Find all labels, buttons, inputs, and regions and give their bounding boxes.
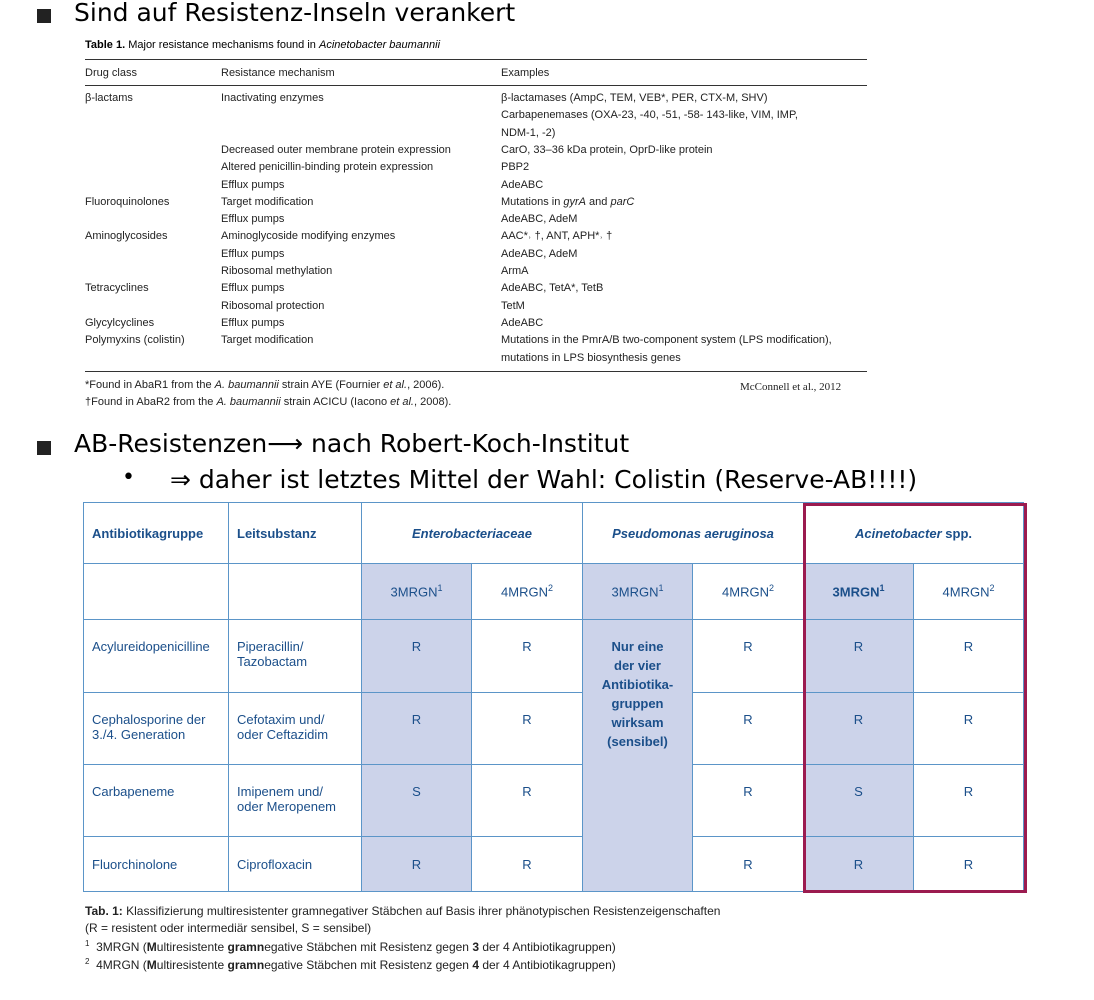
examples-cell: AdeABC bbox=[501, 316, 544, 329]
table1-reference: McConnell et al., 2012 bbox=[740, 381, 842, 393]
mechanism-cell: Ribosomal protection bbox=[221, 299, 325, 312]
pseudo-4mrgn-value: R bbox=[693, 765, 804, 837]
header-pseudomonas: Pseudomonas aeruginosa bbox=[583, 503, 804, 564]
pseudo-4mrgn-header: 4MRGN$^2$ bbox=[693, 564, 804, 620]
table2-footnote-2: $^2$ 4MRGN (Multiresistente gramnegative Stäbchen mit Resistenz gegen 4 der 4 Antibiotikagruppen) bbox=[85, 957, 616, 972]
drug-class-cell: β-lactams bbox=[85, 92, 133, 104]
empty-cell bbox=[84, 564, 229, 620]
acin-3mrgn-value: S bbox=[804, 765, 914, 837]
mechanism-cell: Efflux pumps bbox=[221, 178, 285, 191]
entero-3mrgn-value: R bbox=[362, 620, 472, 693]
entero-4mrgn-value: R bbox=[472, 620, 583, 693]
drug-class-cell: Aminoglycosides bbox=[85, 230, 168, 243]
acin-4mrgn-value: R bbox=[914, 837, 1024, 892]
row-group: Fluorchinolone bbox=[84, 837, 229, 892]
bullet-square-icon bbox=[37, 441, 51, 455]
acin-3mrgn-value: R bbox=[804, 837, 914, 892]
header-enterobacteriaceae: Enterobacteriaceae bbox=[362, 503, 583, 564]
entero-3mrgn-header: 3MRGN$^1$ bbox=[362, 564, 472, 620]
entero-4mrgn-value: R bbox=[472, 837, 583, 892]
examples-cell: CarO, 33–36 kDa protein, OprD-like protein bbox=[501, 143, 713, 156]
examples-cell: mutations in LPS biosynthesis genes bbox=[501, 351, 681, 364]
mechanism-cell: Decreased outer membrane protein expression bbox=[221, 143, 451, 156]
table1-header-examples: Examples bbox=[501, 67, 550, 79]
table2-footnote-1: $^1$ 3MRGN (Multiresistente gramnegative Stäbchen mit Resistenz gegen 3 der 4 Antibiotikagruppen) bbox=[85, 939, 616, 954]
row-lead: Imipenem und/ oder Meropenem bbox=[229, 765, 362, 837]
header-antibiotic-group: Antibiotikagruppe bbox=[84, 503, 229, 564]
table1-footnote-2: †Found in AbaR2 from the A. baumannii strain ACICU (Iacono et al., 2008). bbox=[85, 396, 452, 408]
drug-class-cell: Tetracyclines bbox=[85, 282, 149, 295]
row-lead: Piperacillin/ Tazobactam bbox=[229, 620, 362, 693]
mechanism-cell: Efflux pumps bbox=[221, 316, 285, 329]
drug-class-cell: Glycylcyclines bbox=[85, 316, 155, 329]
mechanism-cell: Target modification bbox=[221, 195, 314, 208]
row-lead: Ciprofloxacin bbox=[229, 837, 362, 892]
acin-3mrgn-header: 3MRGN$^1$ bbox=[804, 564, 914, 620]
acin-4mrgn-header: 4MRGN$^2$ bbox=[914, 564, 1024, 620]
sub-bullet-colistin: ⇒ daher ist letztes Mittel der Wahl: Colistin (Reserve-AB!!!!) bbox=[170, 465, 918, 494]
row-group: Cephalosporine der 3./4. Generation bbox=[84, 693, 229, 765]
examples-cell: TetM bbox=[501, 299, 525, 312]
bullet-dot-icon: • bbox=[122, 465, 135, 490]
mechanism-cell: Efflux pumps bbox=[221, 282, 285, 295]
mechanism-cell: Efflux pumps bbox=[221, 213, 285, 226]
acin-3mrgn-value: R bbox=[804, 693, 914, 765]
pseudo-3mrgn-note: Nur eine der vier Antibiotika- gruppen wirksam (sensibel) bbox=[583, 620, 693, 892]
drug-class-cell: Polymyxins (colistin) bbox=[85, 334, 185, 347]
pseudo-4mrgn-value: R bbox=[693, 693, 804, 765]
examples-cell: Mutations in the PmrA/B two-component system (LPS modification), bbox=[501, 334, 832, 347]
table1-top-rule bbox=[85, 59, 867, 60]
examples-cell: AdeABC, TetA*, TetB bbox=[501, 282, 604, 295]
row-lead: Cefotaxim und/ oder Ceftazidim bbox=[229, 693, 362, 765]
mechanism-cell: Target modification bbox=[221, 334, 314, 347]
examples-cell: β-lactamases (AmpC, TEM, VEB*, PER, CTX-M, SHV) bbox=[501, 92, 768, 104]
bullet-square-icon bbox=[37, 9, 51, 23]
acin-4mrgn-value: R bbox=[914, 693, 1024, 765]
pseudo-4mrgn-value: R bbox=[693, 620, 804, 693]
table1-header-mechanism: Resistance mechanism bbox=[221, 67, 335, 79]
mechanism-cell: Aminoglycoside modifying enzymes bbox=[221, 230, 396, 243]
acin-4mrgn-value: R bbox=[914, 765, 1024, 837]
examples-cell: ArmA bbox=[501, 265, 529, 277]
acin-4mrgn-value: R bbox=[914, 620, 1024, 693]
mechanism-cell: Inactivating enzymes bbox=[221, 92, 324, 104]
table1-footnote-1: *Found in AbaR1 from the A. baumannii strain AYE (Fournier et al., 2006). bbox=[85, 379, 445, 391]
pseudo-4mrgn-value: R bbox=[693, 837, 804, 892]
examples-cell: NDM-1, -2) bbox=[501, 126, 556, 139]
table1-bottom-rule bbox=[85, 371, 867, 372]
drug-class-cell: Fluoroquinolones bbox=[85, 195, 170, 208]
examples-cell: AAC*˒ †, ANT, APH*˒ † bbox=[501, 230, 613, 243]
acin-3mrgn-value: R bbox=[804, 620, 914, 693]
row-group: Carbapeneme bbox=[84, 765, 229, 837]
entero-4mrgn-value: R bbox=[472, 693, 583, 765]
table1-header-rule bbox=[85, 85, 867, 86]
entero-3mrgn-value: R bbox=[362, 837, 472, 892]
mechanism-cell: Altered penicillin-binding protein expression bbox=[221, 161, 434, 174]
table1-header-drug-class: Drug class bbox=[85, 67, 137, 79]
table1-caption: Table 1. Major resistance mechanisms found in Acinetobacter baumannii bbox=[85, 39, 441, 51]
table2-caption: Tab. 1: Klassifizierung multiresistenter gramnegativer Stäbchen auf Basis ihrer phänotypischen Resistenzeigenschaften bbox=[85, 904, 721, 918]
examples-cell: AdeABC bbox=[501, 178, 544, 191]
examples-cell: AdeABC, AdeM bbox=[501, 247, 578, 260]
pseudo-3mrgn-header: 3MRGN$^1$ bbox=[583, 564, 693, 620]
entero-4mrgn-header: 4MRGN$^2$ bbox=[472, 564, 583, 620]
examples-cell: PBP2 bbox=[501, 161, 530, 174]
mechanism-cell: Efflux pumps bbox=[221, 247, 285, 260]
header-acinetobacter: Acinetobacter spp. bbox=[804, 503, 1024, 564]
mechanism-cell: Ribosomal methylation bbox=[221, 265, 333, 277]
bullet-rki-resistances: AB-Resistenzen⟶ nach Robert-Koch-Institut bbox=[74, 429, 630, 458]
examples-cell: Carbapenemases (OXA-23, -40, -51, -58- 143-like, VIM, IMP, bbox=[501, 109, 798, 122]
acinetobacter-highlight-box bbox=[803, 503, 1027, 893]
entero-4mrgn-value: R bbox=[472, 765, 583, 837]
row-group: Acylureidopenicilline bbox=[84, 620, 229, 693]
header-lead-substance: Leitsubstanz bbox=[229, 503, 362, 564]
entero-3mrgn-value: R bbox=[362, 693, 472, 765]
empty-cell bbox=[229, 564, 362, 620]
entero-3mrgn-value: S bbox=[362, 765, 472, 837]
bullet-resistance-islands: Sind auf Resistenz-Inseln verankert bbox=[74, 0, 516, 27]
examples-cell: AdeABC, AdeM bbox=[501, 213, 578, 226]
examples-cell: Mutations in gyrA and parC bbox=[501, 195, 635, 208]
table2-caption-line2: (R = resistent oder intermediär sensibel, S = sensibel) bbox=[85, 921, 372, 935]
